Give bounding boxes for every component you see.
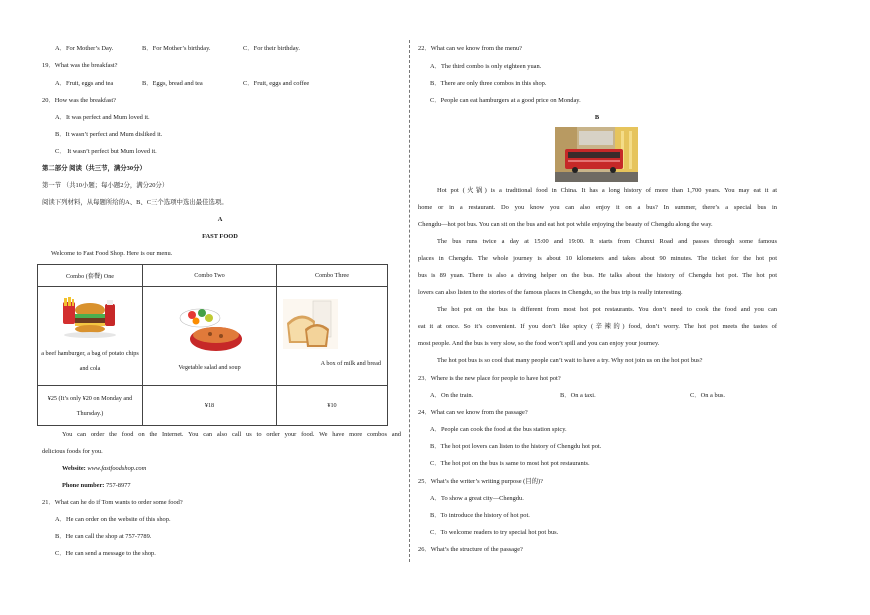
q18-option-a[interactable]: A．For Mother’s Day. <box>55 45 114 52</box>
menu-welcome: Welcome to Fast Food Shop. Here is our menu. <box>51 250 173 257</box>
q22-stem: 22．What can we know from the menu? <box>418 45 522 52</box>
q19-option-b[interactable]: B．Eggs, bread and tea <box>142 80 203 87</box>
passage-b-p2-line2: places in Chengdu. The whole journey is about 10 kilometers and takes about 90 minutes. The ticket for the hot pot <box>418 255 777 262</box>
q24-option-b[interactable]: B．The hot pot lovers can listen to the history of Chengdu hot pot. <box>430 443 602 450</box>
q22-option-b[interactable]: B．There are only three combos in this shop. <box>430 80 547 87</box>
q26-stem: 26．What’s the structure of the passage? <box>418 546 523 553</box>
menu-header-combo-two: Combo Two <box>143 265 277 287</box>
menu-header-combo-one: Combo (套餐) One <box>38 265 143 287</box>
hot-pot-bus-image <box>555 127 638 182</box>
q20-option-b[interactable]: B．It wasn’t perfect and Mum disliked it. <box>55 131 163 138</box>
combo-three-description: A box of milk and bread <box>320 360 381 367</box>
q20-option-c[interactable]: C． It wasn’t perfect but Mum loved it. <box>55 148 157 155</box>
order-paragraph-line2: delicious foods for you. <box>42 448 103 455</box>
phone-number: 757-8977 <box>106 482 131 489</box>
order-paragraph-line1: You can order the food on the Internet. You can also call us to order your food. We have more combos and <box>62 431 401 438</box>
passage-b-p1-line3: Chengdu—hot pot bus. You can sit on the bus and eat hot pot while enjoying the beauty of Chengdu along the way. <box>418 221 713 228</box>
price-combo-one: ¥25 (It’s only ¥20 on Monday and Thursday.) <box>38 386 143 426</box>
passage-b-p1-line1: Hot pot (火锅) is a traditional food in China. It has a long history of more than 1,700 years. You may eat it at <box>437 187 777 194</box>
menu-table <box>37 264 388 426</box>
menu-header-combo-three: Combo Three <box>277 265 388 287</box>
q25-option-b[interactable]: B．To introduce the history of hot pot. <box>430 512 530 519</box>
passage-b-p3-line1: The hot pot on the bus is different from most hot pot restaurants. You don’t need to cook the food and you can <box>437 306 777 313</box>
website-label: Website: <box>62 465 86 472</box>
website-link[interactable]: www.fastfoodshop.com <box>87 465 147 472</box>
menu-item-combo-one <box>38 287 143 386</box>
milk-bread-image <box>283 299 338 349</box>
price-combo-two: ¥18 <box>143 386 277 426</box>
q19-option-a[interactable]: A．Fruit, eggs and tea <box>55 80 114 87</box>
passage-b-p3-line3: most people. And the bus is very slow, so the food won’t spill and you can enjoy your journey. <box>418 340 660 347</box>
passage-a-title: FAST FOOD <box>202 233 238 240</box>
q20-option-a[interactable]: A．It was perfect and Mum loved it. <box>55 114 150 121</box>
column-divider <box>409 40 410 562</box>
q21-option-b[interactable]: B．He can call the shop at 757-7789. <box>55 533 152 540</box>
passage-b-p4: The hot pot bus is so cool that many people can’t wait to have a try. Why not join us on the hot pot bus? <box>437 357 703 364</box>
menu-item-combo-three <box>277 287 388 386</box>
q23-option-b[interactable]: B．On a taxi. <box>560 392 596 399</box>
burger-combo-image <box>59 296 121 338</box>
q24-option-a[interactable]: A．People can cook the food at the bus station spicy. <box>430 426 567 433</box>
passage-b-p2-line3: bus is 89 yuan. There is also a driving helper on the bus. He talks about the history of Chengdu hot pot. The hot pot <box>418 272 777 279</box>
q24-stem: 24．What can we know from the passage? <box>418 409 528 416</box>
q24-option-c[interactable]: C．The hot pot on the bus is same to most hot pot restaurants. <box>430 460 590 467</box>
q23-stem: 23．Where is the new place for people to have hot pot? <box>418 375 561 382</box>
passage-b-p2-line4: lovers can also listen to the stories of the famous places in Chengdu, so the bus trip is really interesting. <box>418 289 683 296</box>
menu-item-combo-two <box>143 287 277 386</box>
phone-line <box>62 482 131 490</box>
salad-soup-image <box>174 302 246 358</box>
q21-option-c[interactable]: C．He can send a message to the shop. <box>55 550 156 557</box>
q19-stem: 19．What was the breakfast? <box>42 62 118 69</box>
part2-heading: 第二部分 阅读（共三节，满分30分） <box>42 165 146 172</box>
q25-stem: 25．What’s the writer’s writing purpose (目的)? <box>418 478 544 485</box>
q23-option-c[interactable]: C．On a bus. <box>690 392 725 399</box>
q18-option-b[interactable]: B．For Mother’s birthday. <box>142 45 211 52</box>
passage-a-letter: A <box>217 216 223 223</box>
passage-b-letter: B <box>594 114 600 121</box>
q19-option-c[interactable]: C．Fruit, eggs and coffee <box>243 80 310 87</box>
price-combo-three: ¥10 <box>277 386 388 426</box>
combo-two-description: Vegetable salad and soup <box>178 363 241 371</box>
q25-option-c[interactable]: C．To welcome readers to try special hot pot bus. <box>430 529 559 536</box>
reading-instruction: 阅读下列材料，从每题所给的A、B、C三个选项中选出最佳选项。 <box>42 199 228 206</box>
q25-option-a[interactable]: A．To show a great city—Chengdu. <box>430 495 524 502</box>
passage-b-p2-line1: The bus runs twice a day at 15:00 and 19:00. It starts from Chunxi Road and passes through some famous <box>437 238 777 245</box>
q21-stem: 21．What can he do if Tom wants to order some food? <box>42 499 183 506</box>
q20-stem: 20．How was the breakfast? <box>42 97 117 104</box>
q22-option-c[interactable]: C．People can eat hamburgers at a good price on Monday. <box>430 97 581 104</box>
passage-b-p1-line2: home or in a restaurant. Do you know you can also enjoy it on a bus? In summer, there’s a special bus in <box>418 204 777 211</box>
q23-option-a[interactable]: A．On the train. <box>430 392 474 399</box>
phone-label: Phone number: <box>62 482 105 489</box>
passage-b-p3-line2: eat it at once. So it’s convenient. If you don’t like spicy (辛辣的) food, don’t worry. The hot pot meets the tastes of <box>418 323 777 330</box>
website-line <box>62 465 146 473</box>
combo-one-description: a beef hamburger, a bag of potato chips and cola <box>41 350 139 372</box>
q18-option-c[interactable]: C．For their birthday. <box>243 45 300 52</box>
section1-heading: 第一节 （共10小题；每小题2分，满分20分） <box>42 182 169 189</box>
q22-option-a[interactable]: A．The third combo is only eighteen yuan. <box>430 63 542 70</box>
q21-option-a[interactable]: A．He can order on the website of this shop. <box>55 516 171 523</box>
